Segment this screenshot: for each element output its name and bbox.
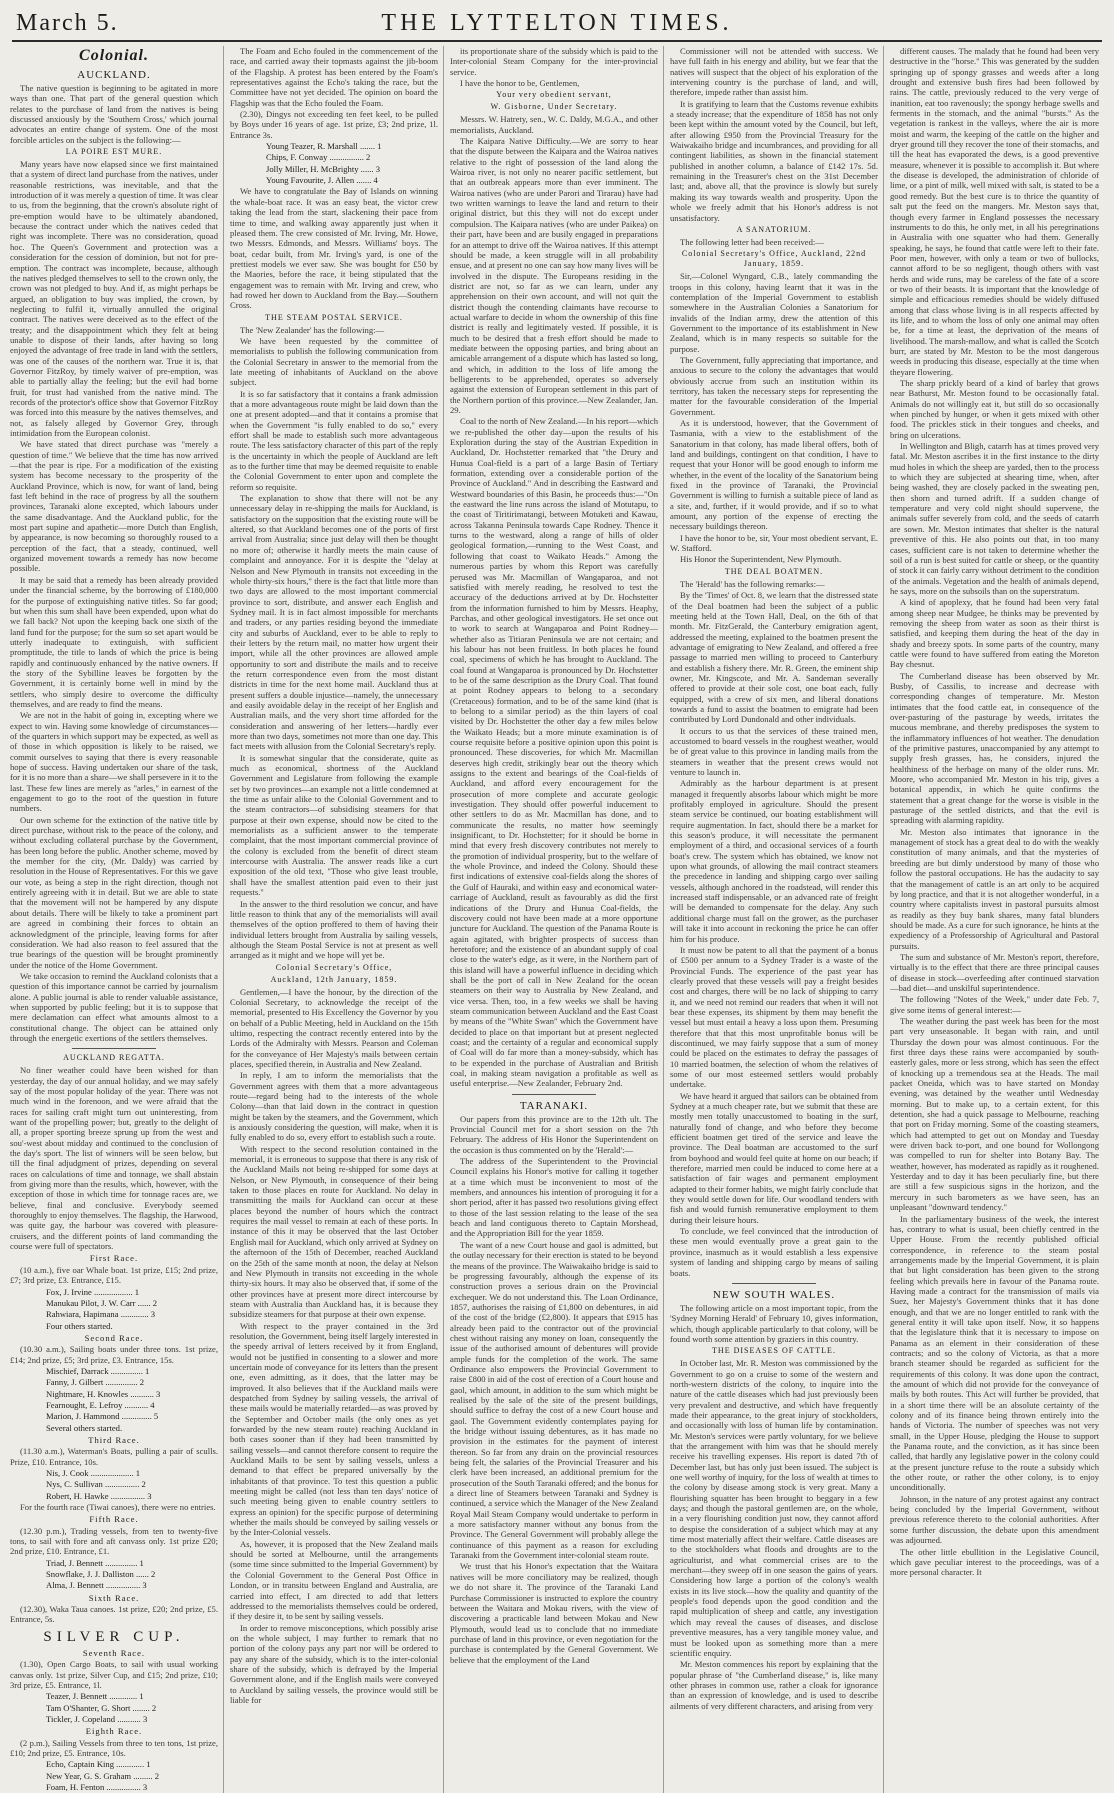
paragraph: its proportionate share of the subsidy which is paid to the Inter-colonial Steam Company for the inter-provincial service. (450, 46, 658, 77)
race-entry: Mischief, Darrack ............... 1 (46, 1365, 150, 1376)
paragraph: The sharp prickly beard of a kind of barley that grows near Bathurst, Mr. Meston found to be occasionally fatal. Animals do not willingly eat it, but still do so occasionally when pinched by hunger, or when it gets mixed with other food. The prickles stick in their tongues and cheeks, and bring on ulcerations. (890, 378, 1099, 440)
paragraph: I have the honor to be, Gentlemen, (460, 78, 580, 89)
section-heading: Colonial. (79, 47, 149, 64)
paragraph: It is gratifying to learn that the Customs revenue exhibits a steady increase; that the expenditure of 1858 has not only been kept within the amount voted by the Council, but left, after allowing £950 from the Provincial Treasury for the Waiwakaiho bridge and incumbrances, and providing for all contingent liabilities, as shown in the financial statement published in another column, a balance of £142 17s. 5d. remaining in the Treasurer's chest on the 31st December last; and, above all, that the province is slowly but surely making its way towards wealth and prosperity. Upon the whole we freely admit that his Honor's address is not unsatisfactory. (670, 98, 878, 223)
paragraph: A kind of apoplexy, that he found had been very fatal among sheep near Mudgee, he thinks may be prevented by removing the sheep from water as soon as their thirst is satisfied, and keeping them during the heat of the day in shady and breezy spots. In some parts of the country, many cattle were found to have suffered from eating the Moreton Bay chesnut. (890, 597, 1099, 670)
race-heading: Fifth Race. (89, 1514, 139, 1525)
paragraph: Commissioner will not be attended with success. We have full faith in his energy and ability, but we fear that the natives will suspect that the object of his exploration of the intervening country is the purchase of land, and will, therefore, impede rather than assist him. (670, 46, 878, 98)
subheading: Colonial Secretary's Office, Auckland, 22nd January, 1859. (681, 249, 867, 269)
column-2 (230, 46, 444, 1793)
race-entry: Manukau Pilot, J. W. Carr ...... 2 (46, 1297, 158, 1308)
paragraph: It is so far satisfactory that it contains a frank admission that a more advantageous route might be laid down than the one at present adopted—and that it contains a promise that when the Government "is fully enabled to do so," every effort shall be made to establish such more advantageous route. The less satisfactory character of this part of the reply is the uncertainty in which the people of Auckland are left as to the further time that may be deemed requisite to enable the Colonial Government to enter upon and complete the reform so requisite. (230, 388, 438, 492)
paragraph: Mr. Meston commences his report by explaining that the popular phrase of "the Cumberland disease," is, like many other phrases in common use, rather a cloak for ignorance than an expression of knowledge, and is used to describe ailments of very different characters, and arising from very (670, 1659, 878, 1711)
subheading: LA POIRE EST MURE. (65, 147, 163, 157)
paragraph: The other little ebullition in the Legislative Council, which gave peculiar interest to the proceedings, was of a more personal character. It (890, 1546, 1099, 1578)
paragraph: (1.30), Open Cargo Boats, to sail with usual working canvas only. 1st prize, Silver Cup, and £15; 2nd prize, £10; 3rd prize, £5. Entrance, 1l. (10, 1659, 218, 1690)
subheading: Your very obedient servant, (496, 90, 612, 100)
race-heading: Seventh Race. (82, 1647, 146, 1658)
paragraph: The following article on a most important topic, from the 'Sydney Morning Herald' of February 10, gives information, which, though applicable particularly to that colony, will be found worth some attention by graziers in this country. (670, 1302, 878, 1344)
paragraph: To conclude, we feel convinced that the introduction of these men would eventually prove a great gain to the province, inasmuch as it would establish a less expensive system of landing and shipping cargo by means of sailing boats. (670, 1226, 878, 1278)
paragraph: In reply, I am to inform the memorialists that the Government agrees with them that a more advantageous route—regard being had to the interests of the whole Colony—than that laid down in the contract in question might be taken by the steamers, and the Government, which is anxiously considering the question, will make, when it is fully enabled to do so, every effort to establish such a route. (230, 1070, 438, 1143)
paragraph: Coal to the north of New Zealand.—In his report—which we re-published the other day—upon the results of his Exploration during the stay of the Austrian Expedition in Auckland, Dr. Hochstetter remarked that "the Drury and Hunua Coal-field is a part of a large Basin of Tertiary formation, extending over a considerable portion of the Province of Auckland." And in describing the Eastward and Westward boundaries of this Basin, he proceeds thus:—"On the eastward the line runs across the island of Motutapu, to the coast of Tiritirimatangi, between Motuketi and Kawau, across Takanna Peninsula towards Cape Rodney. Thence it turns to the westward, along a range of hills of older geological formation,—running to the West Coast, and following that coast to Waikato Heads." Among the numerous parties by whom this Report was carefully perused was Mr. Macmillan of Wangaparoa, and not satisfied with merely reading, he resolved to test the accuracy of the deductions arrived at by Dr. Hochstetter from the information furnished to him by Messrs. Heaphy, Parchas, and other geological investigators. He set once out to work to search at Wangaparoa and Point Rodney—whether also as Titiaran Peninsula we are not certain; and his labour has not been fruitless. In both places he found coal, specimens of which he has brought to Auckland. The coal found at Wangaparoa is pronounced by Dr. Hochstetter to be of the same description as the Drury Coal. That found at point Rodney appears to belong to a secondary (Cretaceous) formation, and to be of the same kind (that is to belong to a similar period) as the thin layers of coal visited by Dr. Hochstetter the other day a few miles below the Waikato Heads; but a more minute examination is of course requisite before a positive opinion upon this point is pronounced. These discoveries, for which Mr. Macmillan deserves high credit, strikingly bear out the theory which assigns to the extent and bearings of the Coal-fields of Auckland, and afford every encouragement for the prosecution of more complete and accurate geologic investigation. They should offer powerful inducement to other settlers to do as Mr. Macmillan has done, and to communicate the results, no matter how seemingly insignificant, to Dr. Hochstetter; for it should be borne in mind that every fresh discovery contributes not merely to the promotion of individual prosperity, but to the welfare of the whole Province, and indeed the Colony. Should these first indications of extensive coal-fields along the shores of the Gulf of Hauraki, and within easy and economical water-carriage of Auckland, result as favourably as did the first indications of the Drury and Hunua Coal-fields, the discovery could not have been made at a more opportune juncture for Auckland. The question of the Panama Route is again agitated, with brighter prospects of success than heretofore; and the existence of an abundant supply of coal close to the water's edge, as it were, in the Northern part of this island will have a powerful influence in deciding which shall be the port of call in New Zealand for the ocean steamers on their way to Australia by New Zealand, and vice versa. Then, too, in a few weeks we shall be having steam communication between Auckland and the East Coast by means of the "White Swan" which the Government have decided to place on that important but at present neglected coast; and the certainty of a regular and economical supply of Coal will do far more than a money-subsidy, which has to be expended in the purchase of Australian and British coal, in making steam navigation a profitable as well as useful enterprise.—New Zealander, February 2nd. (450, 416, 658, 1089)
race-heading: First Race. (89, 1253, 139, 1264)
race-entry: Rahwiara, Hapimana ............. 3 (46, 1309, 156, 1320)
paragraph: We take occasion to remind the Auckland colonists that a question of this importance cannot be carried by journalism alone. A public journal is able to render valuable assistance, when supported by public feeling; but it is to suppose that mere declamation can effect what amounts almost to a constitutional change. The object can be attained only through the energetic exertions of the settlers themselves. (10, 970, 218, 1043)
race-entry: Echo, Captain King ............. 1 (46, 1759, 151, 1770)
race-entry: Nightmare, H. Knowles ........... 3 (46, 1388, 161, 1399)
paragraph: (10.30 a.m.), Sailing boats under three tons. 1st prize, £14; 2nd prize, £5; 3rd prize, £3. Entrance, 15s. (10, 1344, 218, 1365)
paragraph: The address of the Superintendent to the Provincial Council explains his Honor's motive for calling it together at a time which must be inconvenient to most of the members, and announces his intention of proroguing it for a short period, after it has passed two resolutions giving effect to those of the last session relating to the lease of the sea beach and land contiguous thereto to Captain Morshead, and the Appropriation Bill for the year 1859. (450, 1156, 658, 1239)
paragraph: With respect to the second resolution contained in the memorial, it is erroneous to suppose that there is any risk of the Auckland Mails not being re-shipped for some days at Nelson, or New Plymouth, in consequence of their being taken to those places en route for Auckland. No delay in transmitting the mails for Auckland can occur at these places beyond the number of hours which the contract requires the mail vessel to remain at each of these ports. In instance of this it may be observed that the last October English mail for Auckland, which only arrived at Sydney on the afternoon of the 15th of December, reached Auckland on the 25th of the same month at noon, the delay at Nelson and New Plymouth in transits not exceeding in the whole thirty-six hours. It may also be observed that, if some of the other provinces have at present more direct intercourse by steam with Australia than Auckland has, it is because they subsidize steamers for that purpose at their own expense. (230, 1143, 438, 1320)
paragraph: The Kaipara Native Difficulty.—We are sorry to hear that the dispute between the Kaipara and the Wairoa natives relative to the right of possession of the land along the Wairoa river, is not only no nearer pacific settlement, but that an outbreak appears more than ever imminent. The Wairoa natives (who are under Parori and Tirarau) have had two written warnings to leave the land and return to their original district, but this they will not do except under compulsion. The Kaipara natives (who are under Paikea) on their part, have been and are busily engaged in preparations for an attempt to drive off the Wairoa natives. If this attempt should be made, a keen struggle will in all probability ensue, and at present no one can say how many lives will be involved in the dispute. The Europeans residing in the district are not, so far as we can learn, under any apprehension on their own account, and will not quit the district though the contending claimants have recourse to actual warfare to decide in whom the ownership of this fine district is really and legitimately vested. If possible, it is much to be desired that a fresh effort should be made to mediate between the opposing parties, and bring about an amicable arrangement of a dispute which has lasted so long, and which, in addition to the loss of life among the belligerents to be apprehended, operates so adversely against the extension of European settlement in this part of the Northern portion of this province.—New Zealander, Jan. 29. (450, 136, 658, 415)
section-heading: NEW SOUTH WALES. (712, 1288, 836, 1301)
race-entry: Young Favourite, J. Allen ....... 4 (266, 175, 378, 186)
paragraph: It must now be patent to all that the payment of a bonus of £500 per annum to a Sydney Trader is a waste of the Provincial Funds. The experience of the past year has clearly proved that these vessels will pay a freight besides cost and charges, there will be no lack of shipping to carry it, and we need not remind our readers that when it will not bear these expenses, its shipment by them may benefit the vessel but must entail a heavy a loss upon them. Presuming therefore that that this most unprofitable bonus will be discontinued, we may fairly suppose that a sum of money could be placed on the estimates to defray the passages of 10 married boatmen, the selection of whom the relatives of some of our most esteemed settlers would probably undertake. (670, 944, 878, 1090)
newspaper-title: THE LYTTELTON TIMES. (381, 10, 733, 36)
race-heading: Eighth Race. (85, 1726, 143, 1737)
paragraph: Gentlemen,—I have the honour, by the direction of the Colonial Secretary, to acknowledge the receipt of the memorial, presented to His Excellency the Governor by you on behalf of a Public Meeting, held in Auckland on the 15th ultimo, respecting the contract recently entered into by the Lords of the Admiralty with Messrs. Pearson and Coleman for the conveyance of Her Majesty's mails between certain places, specified therein, in Australia and New Zealand. (230, 986, 438, 1069)
paragraph: (2.30), Dingys not exceeding ten feet keel, to be pulled by Boys under 16 years of age. 1st prize, £3; 2nd prize, 1l. Entrance 3s. (230, 109, 438, 140)
paragraph: Admirably as the harbour department is at present managed it frequently absorbs labour which might be more profitably employed in agriculture. Should the present steam service be continued, our boating establishment will require augmentation. In fact, should there be a market for this season's produce, it will necessitate the permanent employment of a third, and occasional services of a fourth boat's crew. The system which has obtained, we know not upon what grounds, of allowing the mail contract steamers the precedence in landing and shipping cargo over sailing vessels, although anchored in the roadstead, will render this increased staff indispensable, or an advanced rate of freight will be demanded to compensate for the delay. Any such additional charge must fall on the grower, as the purchaser will take it into account in reckoning the price he can offer him for his produce. (670, 778, 878, 944)
paragraph: (12.30 p.m.), Trading vessels, from ten to twenty-five tons, to sail with fore and aft canvass only. 1st prize £20; 2nd prize, £10. Entrance, £1. (10, 1525, 218, 1557)
subheading: Colonial Secretary's Office, (275, 962, 393, 972)
race-entry: Nys, C. Sullivan ................ 2 (46, 1479, 146, 1490)
paragraph: The Foam and Echo fouled in the commencement of the race, and carried away their topmasts against the jib-boom of the Flagship. A protest has been entered by the Foam's representatives against the Echo's taking the race, but the Committee have not yet decided. The opinion on board the Flagship was that the Echo fouled the Foam. (230, 46, 438, 108)
columns (10, 46, 1104, 1792)
race-entry: Snowflake, J. J. Dalliston ...... 2 (46, 1569, 156, 1580)
race-entry: Young Teazer, R. Marshall ....... 1 (266, 141, 382, 152)
paragraph: We are not in the habit of going in, excepting where we expect to win. Having some knowledge of circumstances—of the quarters in which support may be expected, as well as of those in which opposition is likely to be raised, we commit ourselves to saying that there is every reasonable hope of success. Having undertaken our share of the task, for it is no more than a share—we shall persevere in it to the last. These few lines are merely as "arles," in earnest of the engagement to go to the root of the question in future numbers. (10, 710, 218, 814)
paragraph: Many years have now elapsed since we first maintained that a system of direct land purchase from the natives, under reasonable restrictions, was inevitable, and that the introduction of it was merely a question of time. It was clear to us, from the beginning, that the crown's absolute right of pre-emption would have to be ultimately abandoned, because the contract under which the natives ceded that right was incomplete. There was no consideration, quoad hoc. The Queen's Government and protection was a consideration for the cession of dominion, but not for pre-emption. The contract was incomplete, because, although the natives pledged themselves to sell to the crown only, the crown was not pledged to buy. And if, as might perhaps be argued, an obligation to buy was implied, the crown, by neglecting to fulfil it, virtually annulled the original contract. The natives were deceived as to the effect of the treaty; and the disappointment which they felt at being unable to dispose of their lands, after having so long enjoyed the advantage of free trade in land with the settlers, was one of the causes of the northern war. True it is, that Governor FitzRoy, by timely waiver of pre-emption, was able to partially allay the feeling; but the evil had borne fruit, for trust had vanished from the native mind. The records of the protector's office show that Governor FitzRoy was forced into this measure by the natives themselves, and not, as falsely alleged by Governor Grey, through intimidation from the European colonist. (10, 159, 218, 438)
paragraph: Johnson, in the nature of any protest against any contract being concluded by the Imperial Government, without previous reference thereto to the colonial authorities. After some further discussion, the debate upon this amendment was adjourned. (890, 1493, 1099, 1546)
race-entry: Marion, J. Hammond .............. 5 (46, 1411, 159, 1422)
paragraph: As it is understood, however, that the Government of Tasmania, with a view to the establishment of the Sanatorium in that colony, has made liberal offers, both of land and buildings, contingent on that condition, I have to request that your Honor will be good enough to inform me whether, in the event of the locality of the Sanatorium being fixed in the province of Taranaki, the Provincial Government is willing to furnish a suitable piece of land as a site, and, further, if it would provide, and if so to what amount, any portion of the expense of erecting the necessary buildings thereon. (670, 418, 878, 532)
subheading: THE DISEASES OF CATTLE. (712, 1346, 836, 1356)
race-entry: Tickler, J. Copeland ........... 3 (46, 1713, 148, 1724)
race-entry: Jolly Miller, H. McBrighty ...... 3 (266, 163, 380, 174)
paragraph: It may be said that a remedy has been already provided under the financial scheme, by the borrowing of £180,000 for the purpose of extinguishing native titles. So far good; but when this sum shall have been expended, upon what do we fall back? Not upon the keeping back one sixth of the land fund for the purpose; for the sum so set apart would be utterly inadequate to extinguish, with sufficient promptitude, the title to lands of which the price is being rapidly and continuously enhanced by the native owners. If the story of the Sybilline leaves be forgotten by the Government, it is certainly borne well in mind by the settlers, who simply desire to overcome the difficulty themselves, and are ready to find the means. (10, 574, 218, 709)
race-heading: Sixth Race. (88, 1592, 140, 1603)
race-entry: Fox, J. Irvine .................. 1 (46, 1286, 140, 1297)
paragraph: We have stated that direct purchase was "merely a question of time." We believe that the time has now arrived—that the pear is ripe. For a modification of the existing system has become necessary to the prosperity of the Auckland Province, which is now, for want of land, being fast left behind in the race of progress by all the southern provinces, Taranaki alone excepted, which labours under the same disadvantage. And the Auckland public, for the most part supine and apathetic—more Dutch than English, by appearance, is now becoming so thoroughly roused to a perception of the fact, that a steady, continued, well organized movement towards a remedy has now become possible. (10, 439, 218, 574)
race-entry: Chips, F. Conway ................ 2 (266, 152, 371, 163)
subheading: W. Gisborne, Under Secretary. (490, 102, 618, 112)
race-entry: Nis, J. Cook .................... 1 (46, 1468, 141, 1478)
paragraph: The 'Herald' has the following remarks:— (680, 578, 825, 589)
paragraph: The explanation to show that there will not be any unnecessary delay in re-shipping the mails for Auckland, is satisfactory on the supposition that the existing route will be altered, so that Auckland becomes one of the ports of first arrival from Australia; since just delay will then be thought no more of; otherwise it hardly meets the main cause of complaint and annoyance. For it is despite the "delay at Nelson and New Plymouth in transits not exceeding in the whole thirty-six hours," there is the fact that little more than two days are allowed to the most important commercial province to sort, distribute, and answer each English and Sydney mail. It is in fact almost impossible for merchants and traders, or any parties residing beyond the immediate city and suburbs of Auckland, ever to be able to reply to their letters by the return mail, no matter how urgent their import, while all the other provinces are allowed ample opportunity to sort and distribute the mails and to receive the return correspondence even from the most distant districts in time for the next home mail. Auckland thus at present suffers a double injustice—namely, the unnecessary and easily avoidable delay in the receipt of her English and Australian mails, and the very short time afforded for the consideration and answering of her letters—hardly ever more than two days, sometimes not more than one day. This fact meets with allusion from the Colonial Secretary's reply. (230, 493, 438, 752)
subheading: Auckland, 12th January, 1859. (270, 974, 398, 984)
paragraph: (2 p.m.), Sailing Vessels from three to ten tons, 1st prize, £10; 2nd prize, £5. Entrance, 10s. (10, 1737, 218, 1758)
paragraph: (11.30 a.m.), Waterman's Boats, pulling a pair of sculls. Prize, £10. Entrance, 10s. (10, 1446, 218, 1467)
column-5 (890, 46, 1104, 1793)
race-entry: Fanny, J. Gilbert ............... 2 (46, 1377, 145, 1388)
paragraph: It is somewhat singular that the considerate, quite as much as economical, shortness of the Auckland Government and Legislature from following the example set by two provinces—an example not a little condemned at the time as unfair alike to the Colonial Government and to the steam contractors—of subsidising steamers for that purpose at their own expense, should now be cited to the memorialists as a sufficient answer to the temperate complaint, that the most important commercial province of the colony is excluded from the benefit of direct steam intercourse with Australia. The answer reads like a curt exposition of the old text, "Those who give least trouble, shall have the smallest attention paid even to their just requests." (230, 752, 438, 898)
paragraph: The weather during the past week has been for the most part very unseasonable. It began with rain, and until Thursday the down pour was almost continuous. For the first three days these rains were accompanied by south-easterly gales, more or less strong, which has seen the effect of knocking up a tremendous sea at the Heads. The mail packet Oneida, which was to have started on Monday evening, was detained by the weather until Wednesday morning. But to make up, to a certain extent, for this detention, she had a quick passage to Melbourne, reaching that port on Friday morning. Some of the coasting steamers, which had attempted to get out on Monday and Tuesday were driven back to-port, and one bound for Wollongong was compelled to run for shelter into Botany Bay. The weather, however, has moderated as rapidly as it roughened. Yesterday and to day it has been peculiarly fine, but there are still a few suspicious signs in the horizon, and the mercury in such barometers as we have seen, has an unpleasant "downward tendency." (890, 1015, 1099, 1213)
paragraph: The 'New Zealander' has the following:— (240, 324, 385, 335)
paragraph: The want of a new Court house and gaol is admitted, but the outlay necessary for their erection is stated to be beyond the means of the province. The Waiwakaiho bridge is said to be progressing favourably, although the expense of its construction proves a serious drain on the Provincial exchequer. We do not understand this. The Loan Ordinance, 1857, authorises the raising of £1,800 on debentures, in aid of the cost of the bridge (£2,800). It appears that £915 has already been paid to the contractor out of the provincial chest without raising any money on loan, consequently the issue of the authorised amount of debentures will provide ample funds for the completion of the work. The same Ordinance also empowers the Provincial Government to raise £800 in aid of the cost of erection of a Court house and gaol, which amount, in addition to the sum which might be realised by the sale of the site of the present buildings, should suffice to defray the cost of a new Court house and gaol. The Government evidently contemplates paying for the bridge without issuing debentures, as it has made no provision in the estimates for the payment of interest thereon. So far from any drain on the provincial resources being felt, the salaries of the Provincial Treasurer and his clerk have been increased, an additional premium for the prosecution of the South Taranaki offered; and the bonus for a direct line of Steamers between Taranaki and Sydney is continued, a service which the Manager of the New Zealand Royal Mail Steam Company would undertake to perform in a more satisfactory manner without any bonus from the Province. The General Government will probably allege the continuance of this payment as a reason for excluding Taranaki from the Government inter-colonial steam route. (450, 1239, 658, 1561)
paragraph: The native question is beginning to be agitated in more ways than one. That part of the general question which relates to the purchase of land from the natives is being discussed anxiously by the 'Southern Cross,' which journal advocates an entire change of system. One of the most forcible articles on the subject is the following:— (10, 83, 218, 145)
divider-rule (72, 1048, 155, 1049)
paragraph: (12.30), Waka Taua canoes. 1st prize, £20; 2nd prize, £5. Entrance, 5s. (10, 1604, 218, 1625)
masthead (12, 6, 1102, 42)
column-4 (670, 46, 884, 1793)
paragraph: The following letter had been received:— (680, 236, 824, 247)
paragraph: In the parliamentary business of the week, the interest has, contrary to what is usual, been chiefly centred in the Upper House. From the recently published official correspondence, in reference to the steam postal arrangements made by the Imperial Government, it is plain that but light consideration has been given to the strong feeling which prevails here in favour of the Panama route. Having made a contract for the transmission of mails via Suez, her Majesty's Government thinks that it has done enough, and that we are no longer entitled to rank with the general entity it will take upon itself. Now, it so happens that the legislature think that it is necessary to impose on Panama as an element in their consideration of these contracts; and so the colony of Victoria, as that a more branch steamer should be regarded as sufficient for the requirements of this colony. It was done upon the contract, the amount of which did not provide for the conveyance of mails by both routes. This Act will further be provided, that in a short time there will be an absolute certainty of the colony and of its finance being thrown entirely into the hands of Victoria. The number of speeches was not very small, in the Upper House, pledging the House to support the Panama route, and the conviction, as it has since been called, that hardly any legislative power in the colony could at the present juncture refuse to the route a subsidy which the other route, or rather the other colony, is to enjoy unconditionally. (890, 1213, 1099, 1493)
race-entry: Tam O'Shanter, G. Short ........ 2 (46, 1702, 157, 1713)
race-entry: Several others started. (46, 1422, 123, 1433)
race-entry: Fearnought, E. Lefroy ........... 4 (46, 1399, 155, 1410)
paragraph: No finer weather could have been wished for than yesterday, the day of our annual holiday, and we may safely say of the most popular holiday of the year. There was not much wind in the forenoon, and we were afraid that the races for sailing craft might turn out uninteresting, from want of the propelling power; but, greatly to the delight of all, a proper sporting breeze sprung up from the west and sou'-west about midday and continued to the conclusion of the day's sport. The list of winners will be seen below, but till the final adjudgment of prizes, depending on several races on calculations of time and tonnage, we shall abstain from giving more than the results, which, however, with the exception of those in which time for tonnage races are, we believe, final and conclusive. Everybody seemed thoroughly to enjoy themselves. The flagship, the Harwood, was quite gay, the harbour was covered with pleasure-cruisers, and the different points of land commanding the course were full of spectators. (10, 1065, 218, 1252)
paragraph: Our papers from this province are to the 12th ult. The Provincial Council met for a short session on the 7th February. The address of His Honor the Superintendent on the occasion is thus commented on by the 'Herald':— (450, 1113, 658, 1155)
divider-rule (512, 1094, 595, 1095)
subheading: THE STEAM POSTAL SERVICE. (265, 312, 403, 322)
paragraph: In Wellington and Bligh, catarrh has at times proved very fatal. Mr. Meston ascribes it in the first instance to the dirty mud holes in which the sheep are yarded, then to the process to which they are subjected at shearing time, when, after being washed, they are closely packed in the sweating pen, then shorn and turned adrift. If a sudden change of temperature and very cold night should supervene, the animals suffer severely from cold, and the seeds of catarrh are sown. Mr. Meston intimates that shelter is the natural preventive of this. He also points out that, in too many cases, sufficient care is not taken to determine whether the soil of a run is best suited for cattle or sheep, or the quantity of stock it can fairly carry without detriment to the condition of the animals. Vegetation and the health of animals depend, he says, more on the subsoils than on the superstratum. (890, 441, 1099, 596)
race-entry: Triad, J. Bennett ............... 1 (46, 1557, 144, 1568)
paragraph: The sum and substance of Mr. Meston's report, therefore, virtually is to the effect that there are three principal causes of disease in stock—overfeeding after continued starvation—bad diet—and unskilful superintendence. (890, 951, 1099, 993)
paragraph: In the answer to the third resolution we concur, and have little reason to think that any of the memorialists will avail themselves of the option proffered to them of having their individual letters brought from Australia by sailing vessels, although the Steam Postal Service is not at present as well arranged as it might and we hope will yet be. (230, 898, 438, 961)
paragraph: The Cumberland disease has been observed by Mr. Busby, of Cassilis, to increase and decrease with corresponding changes of temperature. Mr. Meston intimates that the food cattle eat, in consequence of the over-pasturing of the pasturage by weeds, irritates the mucous membrane, and thereby predisposes the system to the inflammatory influences of hot weather. The denudation of the primitive pastures, unaccompanied by any attempt to supply fresh grasses, has, he considers, injured the healthiness of the herbage on many of the older runs. Mr. Moore, who accompanied Mr. Meston in his trip, gives a botanical appendix, in which he quite confirms the statement that a great change for the worse is visible in the pasturage of the settled districts, and that the evil is spreading with alarming rapidity. (890, 670, 1099, 826)
page-date: March 5. (16, 10, 119, 36)
paragraph: By the 'Times' of Oct. 8, we learn that the distressed state of the Deal boatmen had been the subject of a public meeting held at the Town Hall, Deal, on the 6th of that month. Mr. FitzGerald, the Canterbury emigration agent, addressed the meeting, explained to the boatmen present the advantage of emigrating to New Zealand, and offered a free passage to married men willing to proceed to Canterbury and establish a fishery there. Mr. R. Green, the eminent ship owner, Mr. Kingscote, and Mr. A. Sandeman severally offered to provide at their sole cost, one boat each, fully equipped, with a crew of six men, and liberal donations towards a fund to assist the boatmen to emigrate had been contributed by Lord Dundonald and other individuals. (670, 590, 878, 725)
paragraph: With respect to the prayer contained in the 3rd resolution, the Government, being itself largely interested in the speedy arrival of letters received by it from England, would not be justified in consenting to a slower and more uncertain mode of conveyance for its letters than the present one, even admitting, as it does, that the latter may be improved. It also believes that if the Auckland mails were despatched from Sydney by sailing vessels, the arrival of these mails would be materially retarded—as was proved by the September and October mails (the only ones as yet forwarded by the new steam route) reaching Auckland in both cases sooner than if they had been transmitted by sailing vessels—and cannot therefore consent to require the Auckland Mails to be sent by sailing vessels, unless a demand to that effect be prepared universally by the inhabitants of that province. To test this question a public meeting might be called (not less than ten days' notice of such meeting being given to enable country settlers to express an opinion) for the specific purpose of determining whether the mails should be conveyed by sailing vessels or by the Inter-Colonial vessels. (230, 1320, 438, 1538)
paragraph: In October last, Mr. R. Meston was commissioned by the Government to go on a cruise to some of the western and north-western districts of the colony, to inquire into the nature of the cattle diseases which had just previously been very prevalent and destructive, and which have frequently made their appearance, to the great injury of stockholders, and occasionally with loss of human life by contamination. Mr. Meston's services were partly voluntary, for we believe that the arrangement with him was that he should merely receive his travelling expenses. His report is dated 7th of December last, but has only just been issued. The subject is one well worthy of inquiry, for the loss of wealth at times to the colony by disease among stock is very great. Many a flourishing squatter has been brought to beggary in a few days; and though the pastoral gentlemen are, on the whole, in a very flourishing condition just now, they cannot afford to despise the consideration of a subject which may at any time most materially affect their welfare. Cattle diseases are to the stockholders what floods and droughts are to the agriculturist, and what commercial crises are to the merchant—they sweep off in one season the gains of years. Considering how large a portion of the colony's wealth exists in its live stock—how the quality and quantity of the people's food depends upon the good condition and the rapid multiplication of sheep and cattle, any investigation which may reveal the causes of diseases, and disclose preventive measures, has a very tangible money value, and must be looked upon as something more than a mere scientific enquiry. (670, 1358, 878, 1658)
paragraph: His Honor the Superintendent, New Plymouth. (680, 554, 842, 565)
paragraph: We have been requested by the committee of memorialists to publish the following communication from the Colonial Secretary in answer to the memorial from the late meeting of inhabitants of Auckland on the above subject. (230, 335, 438, 388)
paragraph: For the fourth race (Tiwai canoes), there were no entries. (20, 1502, 216, 1513)
section-heading: AUCKLAND. (77, 69, 151, 81)
paragraph: Messrs. W. Hatrety, sen., W. C. Daldy, M.G.A., and other memorialists, Auckland. (450, 114, 658, 135)
subheading: THE DEAL BOATMEN. (724, 566, 824, 576)
race-entry: Alma, J. Bennett ................ 3 (46, 1580, 147, 1591)
cup-heading: SILVER CUP. (43, 1628, 185, 1645)
race-heading: Second Race. (84, 1332, 144, 1343)
subheading: AUCKLAND REGATTA. (63, 1053, 165, 1063)
paragraph: different causes. The malady that he found had been very destructive in the "horse." This was generated by the sudden springing up of spongy grasses and weeds after a long drought and extensive bush fires had been followed by rains. The cattle, previously reduced to the very verge of inanition, eat too ravenously; the spongy herbage swells and ferments in the stomach, and the animal "bursts." As the vegetation is rankest in the valleys, where the air is more moist and warm, the keeping of the cattle on the higher and dryer ground till they recover the tone of their stomachs, and till the heat has evaporated the dews, is a good preventive measure, whenever it is possible to accomplish it. But where the disease is developed, the administration of chloride of lime, or a pint of milk, well mixed with salt, is stated to be a good remedy. But the best cure is to thrice the quantity of salt put the feed on the mangers. Mr. Meston says that, though every farmer in England possesses the necessary instruments to do this, he only met, in all his peregrinations in Australia with one squatter who had them. Generally speaking, he says, he found that cattle were left to their fate. Poor men, however, with only a team or two of bullocks, cannot afford to be so negligent, though others with vast herds and wide runs, may be careless of the fate of a score or two of their beasts. It is important that the knowledge of simple and efficacious remedies should be widely diffused among that class whose living is in all respects affected by its life, and to whom the loss of only one animal may often be, for a time at least, the deprivation of the means of livelihood. The marsh-mallow, and what is called the Scotch burr, are stated by Mr. Meston to be the most dangerous weeds in producing this disease, especially at the time when theyare flowering. (890, 46, 1099, 377)
race-entry: Teazer, J. Bennett ............. 1 (46, 1691, 144, 1702)
paragraph: I have the honor to be, sir, Your most obedient servant, E. W. Stafford. (670, 532, 878, 554)
paragraph: We have to congratulate the Bay of Islands on winning the whale-boat race. It was an easy beat, the victor crew taking the lead from the start, slackening their pace from time to time, and walking away apparently just when it pleased them. The crew consisted of Mr. Irving, Mr. Howe, two Messrs. Edmonds, and Messrs. Williams' boys. The boat, cedar built, from Mr. Irving's yard, is one of the prettiest models we ever saw. She was bought for £50 by the Maories, before the race, it being stipulated that the engagement was to remain with Mr. Irving and crew, who had rowed her down to Auckland from the Bay.—Southern Cross. (230, 186, 438, 311)
race-entry: Four others started. (46, 1320, 113, 1331)
race-entry: New Year, G. S. Graham ......... 2 (46, 1770, 160, 1781)
subheading: A SANATORIUM. (736, 224, 812, 234)
column-1 (10, 46, 224, 1793)
race-entry: Robert, H. Hawke ................ 3 (46, 1490, 152, 1501)
paragraph: The following "Notes of the Week," under date Feb. 7, give some items of general interest:— (890, 994, 1099, 1015)
paragraph: It occurs to us that the services of these trained men, accustomed to board vessels in the roughest weather, would be of great value to this province in landing mails from the steamers in weather that the present crews would not venture to launch in. (670, 725, 878, 777)
paragraph: In order to remove misconceptions, which possibly arise on the whole subject, I may further to remark that no portion of the colony pays any part nor will be ordered to pay any share of the subsidy, which is to the inter-colonial share of the subsidy, which is defrayed by the Imperial Government alone, and if the English mails were conveyed to Auckland by sailing vessels, the province would still be liable for (230, 1622, 438, 1705)
paragraph: We trust that his Honor's expectation that the Waitara natives will be more conciliatory may be realized, though we do not share it. The province of the Taranaki Land Purchase Commissioner is instructed to explore the country between the Waitara and Mokau rivers, with the view of discovering a practicable land between Mokau and New Plymouth, would lead us to conclude that no immediate purchase of land in this province, or even negotiation for the purchase is contemplated by the General Government. We believe that the employment of the Land (450, 1561, 658, 1665)
section-heading: TARANAKI. (519, 1099, 589, 1112)
paragraph: (10 a.m.), five oar Whale boat. 1st prize, £15; 2nd prize, £7; 3rd prize, £3. Entrance, £15. (10, 1264, 218, 1286)
paragraph: As, however, it is proposed that the New Zealand mails should be sorted at Melbourne, until the arrangements (some time since submitted to the Imperial Government) by the Colonial Government to the General Post Office in London, or in transitu between England and Australia, are carried into effect, I am directed to add that letters addressed to the memorialists themselves could be ordered, if they desire it, to be sent by sailing vessels. (230, 1538, 438, 1622)
column-3 (450, 46, 664, 1793)
paragraph: The Government, fully appreciating that importance, and anxious to secure to the colony the advantages that would obviously accrue from such an institution within its territory, has taken the necessary steps for representing the matter for the favourable consideration of the Imperial Government. (670, 354, 878, 417)
paragraph: Mr. Meston also intimates that ignorance in the management of stock has a great deal to do with the weakly constitution of many animals, and that the mysteries of breeding are but dimly understood by many of those who follow the pastoral occupations. He has the audacity to say that the management of cattle is an art only to be acquired by long practice, and that it is not altogether wonderful, in a country where capitalists invest in pastoral pursuits almost as readily as they buy bank shares, many fatal blunders should be made. As a cure for such ignorance, he hints at the expediency of a Professorship of Agricultural and Pastoral pursuits. (890, 826, 1099, 951)
race-heading: Third Race. (88, 1434, 140, 1445)
race-entry: Foam, H. Fenton ................ 3 (46, 1781, 148, 1792)
paragraph: We have heard it argued that sailors can be obtained from Sydney at a much cheaper rate, but we submit that these are mostly men totally unaccustomed to boating in the surf, naturally fond of change, and who before they become efficient boatmen get tired of the service and leave the province. The Deal boatman are accustomed to the surf from boyhood and would feel quite at home on our beach; if therefore, married men could be induced to come here at a satisfaction of fair wages and permanent employment adapted to their former habits, we might fairly conclude that they would settle down for life. Our woodland tenders with fish and would furnish remunerative employment to them during their leisure hours. (670, 1090, 878, 1225)
paragraph: Our own scheme for the extinction of the native title by direct purchase, without risk to the peace of the colony, and without excluding collateral purchase by the Government, has been long before the public. Another scheme, moved by the member for the city, (Mr. Daldy) was carried by resolution in the House of Representatives. For this we gave our vote, as being a step in the right direction, though not entirely agreeing with it in detail. But we are able to state that the movement will not be hampered by any dispute about details. There will be likely to take a prominent part are agreed in combining their forces to obtain an acknowledgment of the principle, leaving forms for after consideration. We had also reason to feel assured that the true bearings of the question will be brought prominently under the notice of the Home Government. (10, 814, 218, 970)
divider-rule (732, 1283, 815, 1284)
paragraph: Sir,—Colonel Wyngard, C.B., lately commanding the troops in this colony, having learnt that it was in the contemplation of the Imperial Government to establish somewhere in the Australian Colonies a Sanatorium for invalids of the Indian army, drew the attention of this Government to the importance of its establishment in New Zealand, which is in many respects so suitable for the purpose. (670, 271, 878, 354)
